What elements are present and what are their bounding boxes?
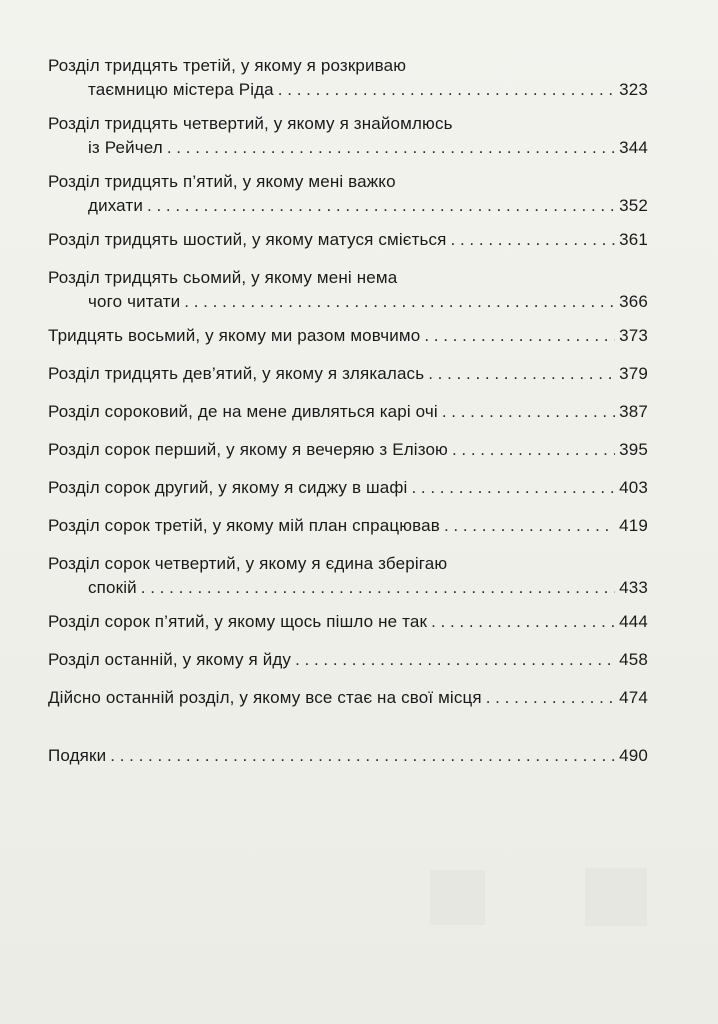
bleed-through-mark <box>585 868 647 926</box>
toc-page-number: 419 <box>619 516 648 535</box>
toc-entry-title: Розділ тридцять шостий, у якому матуся сміється <box>48 230 447 249</box>
toc-entry-title-line1: Розділ тридцять сьомий, у якому мені нема <box>48 268 398 287</box>
toc-entry-title: Розділ сорок перший, у якому я вечеряю з Елізою <box>48 440 448 459</box>
dot-leader <box>428 362 615 386</box>
toc-entry-title: Розділ тридцять дев’ятий, у якому я злякалась <box>48 364 425 383</box>
toc-entry <box>48 514 648 538</box>
toc-entry <box>48 400 648 424</box>
toc-page-number: 433 <box>619 578 648 597</box>
toc-entry <box>48 228 648 252</box>
dot-leader <box>451 228 616 252</box>
toc-entry-title-line2: чого читати <box>88 292 181 311</box>
toc-page-number: 387 <box>619 402 648 421</box>
toc-entry-title-line2: спокій <box>88 578 137 597</box>
toc-entry-title: Розділ сорок третій, у якому мій план спрацював <box>48 516 440 535</box>
toc-entry-title: Розділ сорок п’ятий, у якому щось пішло не так <box>48 612 428 631</box>
dot-leader <box>442 400 615 424</box>
toc-entry <box>48 112 648 160</box>
toc-page-number: 323 <box>619 80 648 99</box>
toc-page-number: 490 <box>619 746 648 765</box>
toc-entry <box>48 438 648 462</box>
dot-leader <box>295 648 615 672</box>
toc-entry-title: Розділ сорок другий, у якому я сиджу в шафі <box>48 478 408 497</box>
toc-entry-title-line1: Розділ тридцять четвертий, у якому я знайомлюсь <box>48 114 453 133</box>
toc-entry <box>48 362 648 386</box>
toc-page-number: 366 <box>619 292 648 311</box>
bleed-through-mark <box>430 870 485 925</box>
toc-page-number: 361 <box>619 230 648 249</box>
toc-entry <box>48 552 648 600</box>
dot-leader <box>167 136 615 160</box>
toc-entry <box>48 648 648 672</box>
dot-leader <box>278 78 615 102</box>
toc-page-number: 344 <box>619 138 648 157</box>
dot-leader <box>184 290 615 314</box>
dot-leader <box>424 324 615 348</box>
toc-entry-title-line2: дихати <box>88 196 143 215</box>
toc-entry <box>48 686 648 710</box>
dot-leader <box>444 514 615 538</box>
toc-entry-title-line1: Розділ тридцять п’ятий, у якому мені важко <box>48 172 396 191</box>
toc-page-number: 379 <box>619 364 648 383</box>
toc-entry <box>48 610 648 634</box>
dot-leader <box>411 476 615 500</box>
toc-page-number: 352 <box>619 196 648 215</box>
dot-leader <box>486 686 615 710</box>
toc-page-number: 395 <box>619 440 648 459</box>
toc-entry <box>48 170 648 218</box>
toc-page-number: 474 <box>619 688 648 707</box>
table-of-contents <box>48 54 648 768</box>
toc-page-number: 444 <box>619 612 648 631</box>
toc-page-number: 458 <box>619 650 648 669</box>
dot-leader <box>147 194 615 218</box>
dot-leader <box>452 438 615 462</box>
dot-leader <box>110 744 615 768</box>
toc-entry <box>48 324 648 348</box>
toc-page-number: 403 <box>619 478 648 497</box>
dot-leader <box>431 610 615 634</box>
toc-entry-title-line2: таємницю містера Ріда <box>88 80 274 99</box>
toc-entry-title: Розділ останній, у якому я йду <box>48 650 292 669</box>
toc-page-number: 373 <box>619 326 648 345</box>
toc-entry <box>48 266 648 314</box>
toc-entry-title-line1: Розділ сорок четвертий, у якому я єдина зберігаю <box>48 554 448 573</box>
toc-entry-acknowledgements <box>48 744 648 768</box>
toc-entry-title-line1: Розділ тридцять третій, у якому я розкриваю <box>48 56 407 75</box>
toc-entry <box>48 476 648 500</box>
toc-entry-title: Розділ сороковий, де на мене дивляться карі очі <box>48 402 438 421</box>
toc-entry-title: Дійсно останній розділ, у якому все стає на свої місця <box>48 688 482 707</box>
toc-entry-title: Подяки <box>48 746 107 765</box>
dot-leader <box>141 576 615 600</box>
section-spacer <box>48 724 648 744</box>
toc-entry-title-line2: із Рейчел <box>88 138 163 157</box>
toc-entry-title: Тридцять восьмий, у якому ми разом мовчимо <box>48 326 421 345</box>
toc-entry <box>48 54 648 102</box>
